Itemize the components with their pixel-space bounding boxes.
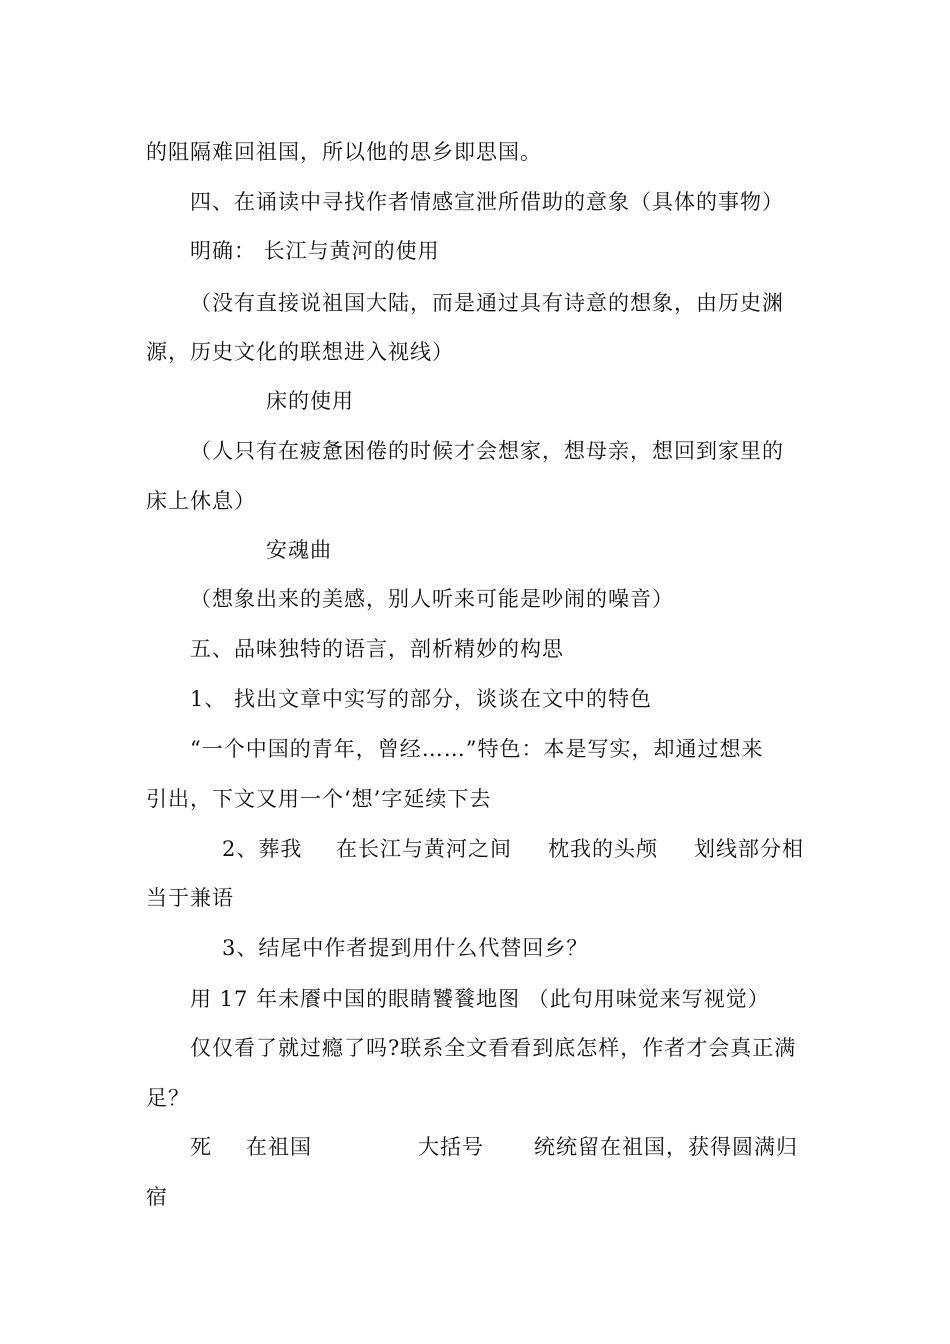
text-line: （没有直接说祖国大陆，而是通过具有诗意的想象，由历史渊	[190, 291, 784, 315]
text-segment: 划线部分相	[694, 837, 804, 861]
text-line: 仅仅看了就过瘾了吗?联系全文看看到底怎样，作者才会真正满	[190, 1036, 797, 1060]
text-line: “一个中国的青年，曾经……”特色：本是写实，却通过想来	[190, 737, 764, 761]
text-line-segmented	[0, 835, 950, 863]
text-line: 明确： 长江与黄河的使用	[190, 239, 440, 263]
text-line: 安魂曲	[266, 538, 332, 562]
text-segment: 统统留在祖国，获得圆满归	[534, 1135, 798, 1159]
text-line: 源，历史文化的联想进入视线）	[146, 340, 454, 364]
text-line: 足？	[146, 1086, 190, 1110]
text-line: 引出，下文又用一个‘想’字延续下去	[146, 787, 492, 811]
text-line: 床的使用	[266, 389, 354, 413]
text-line: 3、结尾中作者提到用什么代替回乡？	[222, 936, 589, 960]
text-line: 宿	[146, 1185, 168, 1209]
text-segment: 在长江与黄河之间	[336, 837, 512, 861]
text-line: 床上休息）	[146, 489, 256, 513]
text-segment: 2、葬我	[222, 837, 303, 861]
text-segment: 大括号	[418, 1135, 484, 1159]
text-line: （想象出来的美感，别人听来可能是吵闹的噪音）	[190, 587, 674, 611]
text-line-segmented	[0, 1133, 950, 1161]
text-line: 的阻隔难回祖国，所以他的思乡即思国。	[146, 140, 542, 164]
text-segment: 枕我的头颅	[548, 837, 658, 861]
text-line: 1、 找出文章中实写的部分，谈谈在文中的特色	[190, 687, 653, 711]
section-heading: 四、在诵读中寻找作者情感宣泄所借助的意象（具体的事物）	[190, 190, 784, 214]
text-line: 当于兼语	[146, 886, 234, 910]
text-line: 用 17 年未餍中国的眼睛饕餮地图 （此句用味觉来写视觉）	[190, 987, 770, 1011]
text-segment: 在祖国	[246, 1135, 312, 1159]
section-heading: 五、品味独特的语言，剖析精妙的构思	[190, 637, 564, 661]
text-segment: 死	[190, 1135, 212, 1159]
text-line: （人只有在疲惫困倦的时候才会想家，想母亲，想回到家里的	[190, 439, 784, 463]
